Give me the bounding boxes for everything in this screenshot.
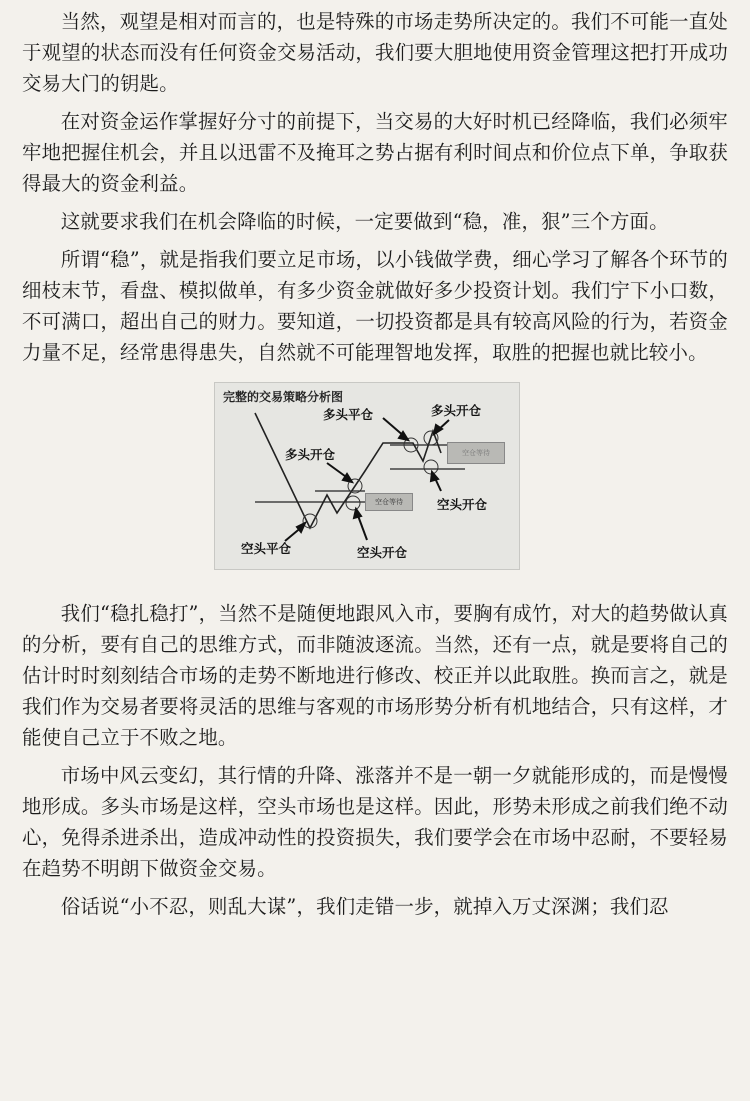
paragraph-7: 俗话说“小不忍，则乱大谋”，我们走错一步，就掉入万丈深渊；我们忍 [60, 895, 669, 918]
paragraph-6: 市场中风云变幻，其行情的升降、涨落并不是一朝一夕就能形成的，而是慢慢地形成。多头市场是这样，空头市场也是这样。因此，形势未形成之前我们绝不动心，免得杀进杀出，造成冲动性的投资损失，我们要学会在市场中忍耐，不要轻易在趋势不明朗下做资金交易。 [22, 764, 728, 880]
paragraph-5: 我们“稳扎稳打”，当然不是随便地跟风入市，要胸有成竹，对大的趋势做认真的分析，要有自己的思维方式，而非随波逐流。当然，还有一点，就是要将自己的估计时时刻刻结合市场的走势不断地进行修改、校正并以此取胜。换而言之，就是我们作为交易者要将灵活的思维与客观的市场形势分析有机地结合，只有这样，才能使自己立于不败之地。 [22, 602, 728, 749]
label-long-open-mid: 多头开仓 [285, 447, 336, 462]
paragraph-1: 当然，观望是相对而言的，也是特殊的市场走势所决定的。我们不可能一直处于观望的状态而没有任何资金交易活动，我们要大胆地使用资金管理这把打开成功交易大门的钥匙。 [22, 10, 728, 95]
signal-circle-short-open-right [424, 460, 438, 474]
figure-container [0, 382, 750, 592]
label-short-close: 空头平仓 [241, 541, 292, 556]
strategy-diagram [214, 382, 520, 570]
label-long-open-top: 多头开仓 [431, 403, 482, 418]
price-path [255, 413, 441, 528]
box-wait-right: 空仓等待 [447, 442, 505, 464]
paragraph-3: 这就要求我们在机会降临的时候，一定要做到“稳，准，狠”三个方面。 [60, 210, 669, 233]
paragraph-4: 所谓“稳”，就是指我们要立足市场，以小钱做学费，细心学习了解各个环节的细枝末节，看盘、模拟做单，有多少资金就做好多少投资计划。我们宁下小口数，不可满口，超出自己的财力。要知道，一切投资都是具有较高风险的行为，若资金力量不足，经常患得患失，自然就不可能理智地发挥，取胜的把握也就比较小。 [22, 248, 728, 364]
paragraph-2: 在对资金运作掌握好分寸的前提下，当交易的大好时机已经降临，我们必须牢牢地把握住机会，并且以迅雷不及掩耳之势占据有利时间点和价位点下单，争取获得最大的资金利益。 [22, 110, 728, 195]
signal-circle-short-close [303, 514, 317, 528]
signal-circle-short-open [346, 496, 360, 510]
figure-title: 完整的交易策略分析图 [223, 390, 344, 404]
label-short-open-bottom: 空头开仓 [357, 545, 408, 560]
box-wait: 空仓等待 [365, 493, 413, 511]
label-long-close: 多头平仓 [323, 407, 374, 422]
label-short-open-right: 空头开仓 [437, 497, 488, 512]
